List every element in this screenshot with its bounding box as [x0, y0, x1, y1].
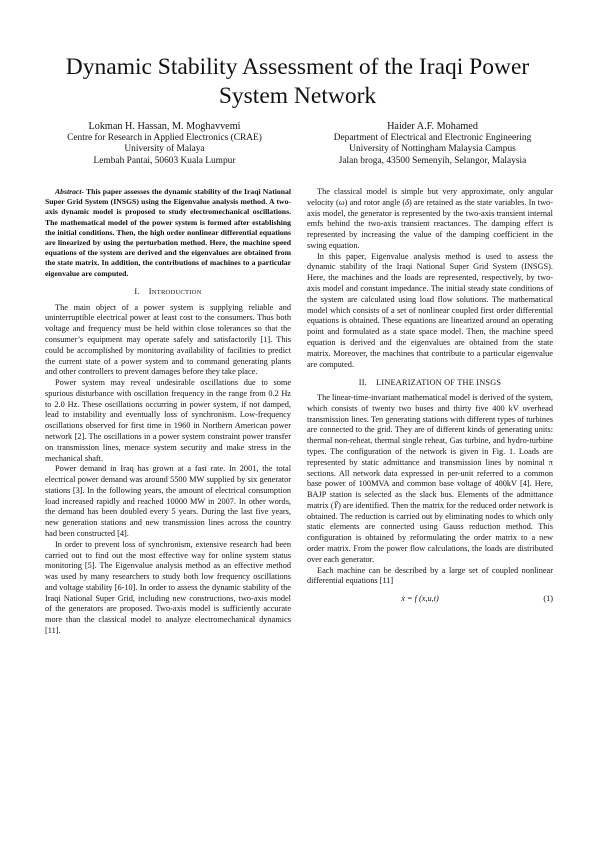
body-paragraph: In order to prevent loss of synchronism, extensive research had been carried out to find out the most effective way for online system status monitoring [5]. The Eigenvalue analysis method as an effective method was used by many researchers to study both low frequency oscillations and voltage stability [6-10]. In order to assess the dynamic stability of the Iraqi National Super Grid, including new constructions, two-axis model of the generators are proposed. Two-axis model is sufficiently accurate more than the classical model to analyze electromechanical dynamics [11]. [45, 539, 291, 636]
author-address: Lembah Pantai, 50603 Kuala Lumpur [93, 155, 236, 166]
text-run: ) are retained as the state variables. In two-axis model, the generator is represented by the two-axis transient internal emfs behind the two-axis transient reactances. The damping effect is represented by increasing the value of the damping coefficient in the swing equation. [307, 197, 553, 250]
author-block-1 [42, 121, 287, 167]
body-paragraph: The main object of a power system is supplying reliable and uninterruptible electrical power at least cost to the consumers. Thus both voltage and frequency must be held within close tolerances so that the consumer’s equipment may operate safely and satisfactorily [1]. This could be accomplished by monitoring availability of facilities to predict the current state of a power system and to command generating plants and other controllers to prevent damages before they take place. [45, 302, 291, 377]
text-run: ) and rotor angle ( [344, 197, 406, 207]
section-title: LINEARIZATION OF THE INSGS [376, 378, 502, 388]
admittance-symbol: Ȳ [333, 500, 339, 510]
right-column [307, 187, 553, 605]
left-column [45, 187, 291, 637]
equation-1 [307, 594, 553, 605]
paper-title: Dynamic Stability Assessment of the Iraqi Power System Network [65, 54, 530, 109]
text-run: The classical model is simple but very approximate, only angular velocity ( [307, 187, 553, 207]
equation-expression: ẋ = f (x,u,t) [401, 594, 439, 604]
body-paragraph [307, 393, 553, 566]
omega-symbol: ω [338, 197, 345, 207]
author-institution: University of Nottingham Malaysia Campus [349, 144, 516, 155]
body-paragraph: Power demand in Iraq has grown at a fast rate. In 2001, the total electrical power demand was around 5500 MW supplied by six generator stations [3]. In the following years, the amount of electrical consumption load increased rapidly and reached 10000 MW in 2007. In other words, the demand has been doubled every 5 years. During the last five years, new generation stations and new transmission lines across the country had been constructed [4]. [45, 464, 291, 539]
author-names: Haider A.F. Mohamed [387, 121, 478, 132]
author-affiliation: Centre for Research in Applied Electronics (CRAE) [67, 132, 262, 143]
delta-symbol: δ [405, 197, 410, 207]
text-run: The linear-time-invariant mathematical model is derived of the system, which consists of twenty two buses and thirty five 400 kV overhead transmission lines. Ten generating stations with different types of turbines are connected to the grid. They are of different kinds of generating units: thermal non-reheat, thermal single reheat, Gas turbine, and hydro-turbine types. The configuration of the network is given in Fig. 1. Loads are represented by static admittance and transmission lines by nominal π sections. All network data expressed in per-unit referred to a common base power of 100MVA and common base voltage of 400kV [4]. Here, BAJP station is selected as the slack bus. Elements of the admittance matrix ( [307, 393, 553, 510]
section-number: II. [358, 378, 367, 388]
body-paragraph: In this paper, Eigenvalue analysis method is used to assess the dynamic stability of the Iraqi National Super Grid System (INSGS). Here, the machines and the loads are represented, respectively, by two-axis model and constant impedance. The initial steady state conditions of the system are calculated using load flow solutions. The mathematical model which consists of a set of nonlinear coupled first order differential equations is obtained. These equations are linearized around an operating point and formulated as a state space model. Then, the machine speed equation is derived and the eigenvalues are obtained from the state matrix. Moreover, the machines that contribute to a particular eigenvalue are computed. [307, 251, 553, 369]
section-number: I. [134, 286, 140, 296]
equation-number: (1) [543, 594, 553, 604]
author-address: Jalan broga, 43500 Semenyih, Selangor, Malaysia [338, 155, 527, 166]
author-institution: University of Malaya [124, 144, 205, 155]
abstract-text: This paper assesses the dynamic stability of the Iraqi National Super Grid System (INSGS) using the Eigenvalue analysis method. A two-axis dynamic model is proposed to study electromechanical oscillations. The mathematical model of the power system is formed after establishing the initial conditions. Then, the high order nonlinear differential equations are linearized by using the perturbation method. Here, the machine speed equations of the system are derived and the eigenvalues are obtained from the state matrix. In addition, the contributions of machines to a particular eigenvalue are computed. [45, 187, 291, 278]
section-title-rest: NTRODUCTION [151, 288, 202, 296]
section-initial: I [148, 286, 152, 296]
text-run: ) are identified. Then the matrix for the reduced order network is obtained. The reduction is carried out by eliminating nodes to which only static elements are connected using Gauss reduction method. This configuration is obtained by reformulating the order matrix to a new order matrix. From the power flow calculations, the loads are distributed over each generator. [307, 500, 554, 564]
author-block-2 [310, 121, 555, 167]
section-heading-introduction [45, 287, 291, 299]
abstract-lead: Abstract- [55, 187, 85, 196]
body-paragraph: Power system may reveal undesirable oscillations due to some spurious disturbance with oscillation frequency in the range from 0.2 Hz to 2.0 Hz. These oscillations occurring in power system, if not damped, lead to instability and eventually loss of synchronism. Low-frequency oscillations observed for first time in 1960 in Northern American power network [2]. The oscillations in a power system constraint power transfer on transmission lines, menace system security and make stress in the mechanical shaft. [45, 378, 291, 463]
abstract [45, 187, 291, 279]
section-heading-linearization [307, 378, 553, 389]
author-affiliation: Department of Electrical and Electronic Engineering [333, 132, 532, 143]
body-paragraph: Each machine can be described by a large set of coupled nonlinear differential equations [11] [307, 565, 553, 586]
body-paragraph [307, 187, 553, 252]
author-names: Lokman H. Hassan, M. Moghavvemi [88, 121, 241, 132]
